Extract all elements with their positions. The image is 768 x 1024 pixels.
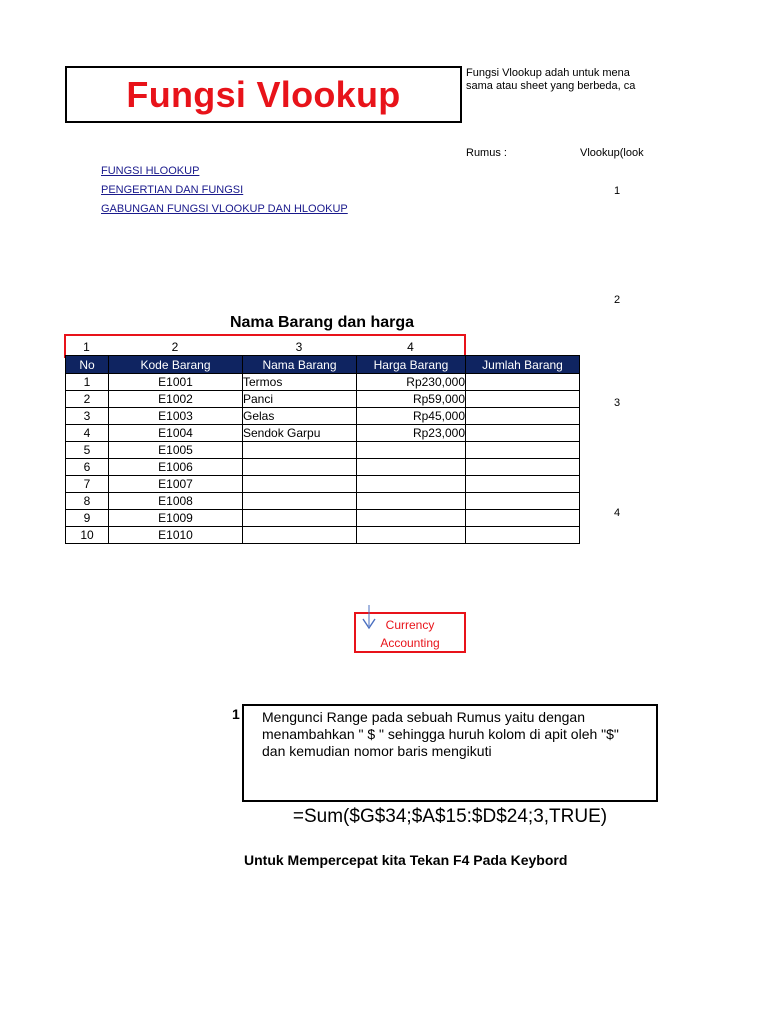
arrow-down-icon bbox=[362, 604, 376, 630]
cell-no[interactable]: 1 bbox=[66, 374, 109, 391]
cell-nama[interactable] bbox=[243, 459, 357, 476]
cell-jumlah[interactable] bbox=[466, 408, 580, 425]
table-row bbox=[66, 425, 580, 442]
cell-harga[interactable] bbox=[357, 527, 466, 544]
link-fungsi-hlookup[interactable]: FUNGSI HLOOKUP bbox=[101, 165, 200, 177]
table-row bbox=[66, 391, 580, 408]
cell-harga[interactable] bbox=[357, 510, 466, 527]
cell-kode[interactable]: E1001 bbox=[109, 374, 243, 391]
accounting-label: Accounting bbox=[380, 636, 440, 650]
cell-jumlah[interactable] bbox=[466, 510, 580, 527]
header-harga-barang: Harga Barang bbox=[357, 356, 466, 374]
side-number-1: 1 bbox=[614, 185, 621, 197]
cell-harga[interactable]: Rp45,000 bbox=[357, 408, 466, 425]
rumus-value: Vlookup(look bbox=[580, 147, 644, 159]
table-row bbox=[66, 510, 580, 527]
cell-harga[interactable]: Rp23,000 bbox=[357, 425, 466, 442]
table-row bbox=[66, 459, 580, 476]
cell-nama[interactable]: Sendok Garpu bbox=[243, 425, 357, 442]
shortcut-hint: Untuk Mempercepat kita Tekan F4 Pada Keybord bbox=[244, 852, 568, 868]
cell-no[interactable]: 6 bbox=[66, 459, 109, 476]
cell-no[interactable]: 7 bbox=[66, 476, 109, 493]
note-number: 1 bbox=[232, 706, 240, 722]
link-pengertian-dan-fungsi[interactable]: PENGERTIAN DAN FUNGSI bbox=[101, 184, 244, 196]
cell-harga[interactable]: Rp59,000 bbox=[357, 391, 466, 408]
cell-harga[interactable] bbox=[357, 476, 466, 493]
cell-jumlah[interactable] bbox=[466, 493, 580, 510]
cell-kode[interactable]: E1008 bbox=[109, 493, 243, 510]
description bbox=[466, 67, 658, 93]
cell-kode[interactable]: E1003 bbox=[109, 408, 243, 425]
cell-jumlah[interactable] bbox=[466, 374, 580, 391]
cell-harga[interactable] bbox=[357, 493, 466, 510]
cell-nama[interactable] bbox=[243, 527, 357, 544]
table-title: Nama Barang dan harga bbox=[229, 314, 415, 331]
side-number-4: 4 bbox=[614, 507, 621, 519]
cell-nama[interactable]: Gelas bbox=[243, 408, 357, 425]
table-header-row bbox=[66, 356, 580, 374]
cell-kode[interactable]: E1005 bbox=[109, 442, 243, 459]
table-row bbox=[66, 493, 580, 510]
header-jumlah-barang: Jumlah Barang bbox=[466, 356, 580, 374]
link-gabungan-fungsi[interactable]: GABUNGAN FUNGSI VLOOKUP DAN HLOOKUP bbox=[101, 203, 348, 215]
cell-nama[interactable]: Panci bbox=[243, 391, 357, 408]
cell-no[interactable]: 4 bbox=[66, 425, 109, 442]
cell-no[interactable]: 2 bbox=[66, 391, 109, 408]
cell-kode[interactable]: E1004 bbox=[109, 425, 243, 442]
note-text: Mengunci Range pada sebuah Rumus yaitu dengan menambahkan " $ " sehingga huruh kolom di apit oleh "$" dan kemudian nomor baris mengikuti bbox=[262, 709, 619, 759]
cell-kode[interactable]: E1009 bbox=[109, 510, 243, 527]
description-line-1: Fungsi Vlookup adah untuk mena bbox=[466, 67, 630, 79]
cell-nama[interactable]: Termos bbox=[243, 374, 357, 391]
cell-nama[interactable] bbox=[243, 493, 357, 510]
cell-jumlah[interactable] bbox=[466, 476, 580, 493]
cell-harga[interactable]: Rp230,000 bbox=[357, 374, 466, 391]
description-line-2: sama atau sheet yang berbeda, ca bbox=[466, 80, 636, 92]
currency-label: Currency bbox=[385, 618, 435, 632]
table-row bbox=[66, 408, 580, 425]
formula-example: =Sum($G$34;$A$15:$D$24;3,TRUE) bbox=[292, 806, 608, 827]
side-number-3: 3 bbox=[614, 397, 621, 409]
side-number-2: 2 bbox=[614, 294, 621, 306]
cell-jumlah[interactable] bbox=[466, 391, 580, 408]
cell-no[interactable]: 8 bbox=[66, 493, 109, 510]
column-number-3: 3 bbox=[295, 340, 303, 354]
column-number-4: 4 bbox=[407, 340, 414, 354]
cell-harga[interactable] bbox=[357, 442, 466, 459]
cell-no[interactable]: 5 bbox=[66, 442, 109, 459]
table-row bbox=[66, 442, 580, 459]
cell-kode[interactable]: E1007 bbox=[109, 476, 243, 493]
cell-kode[interactable]: E1002 bbox=[109, 391, 243, 408]
table-row bbox=[66, 527, 580, 544]
cell-jumlah[interactable] bbox=[466, 527, 580, 544]
table-row bbox=[66, 476, 580, 493]
note-box bbox=[242, 704, 658, 802]
cell-no[interactable]: 9 bbox=[66, 510, 109, 527]
header-kode-barang: Kode Barang bbox=[109, 356, 243, 374]
title-box bbox=[65, 66, 462, 123]
cell-no[interactable]: 3 bbox=[66, 408, 109, 425]
cell-nama[interactable] bbox=[243, 442, 357, 459]
cell-no[interactable]: 10 bbox=[66, 527, 109, 544]
cell-jumlah[interactable] bbox=[466, 425, 580, 442]
header-nama-barang: Nama Barang bbox=[243, 356, 357, 374]
column-number-2: 2 bbox=[171, 340, 179, 354]
data-table bbox=[65, 355, 580, 544]
rumus-label: Rumus : bbox=[466, 147, 507, 159]
page-title: Fungsi Vlookup bbox=[126, 73, 401, 115]
cell-jumlah[interactable] bbox=[466, 442, 580, 459]
cell-nama[interactable] bbox=[243, 476, 357, 493]
cell-jumlah[interactable] bbox=[466, 459, 580, 476]
cell-kode[interactable]: E1006 bbox=[109, 459, 243, 476]
cell-kode[interactable]: E1010 bbox=[109, 527, 243, 544]
header-no: No bbox=[66, 356, 109, 374]
cell-harga[interactable] bbox=[357, 459, 466, 476]
table-row bbox=[66, 374, 580, 391]
cell-nama[interactable] bbox=[243, 510, 357, 527]
column-number-1: 1 bbox=[83, 340, 90, 354]
